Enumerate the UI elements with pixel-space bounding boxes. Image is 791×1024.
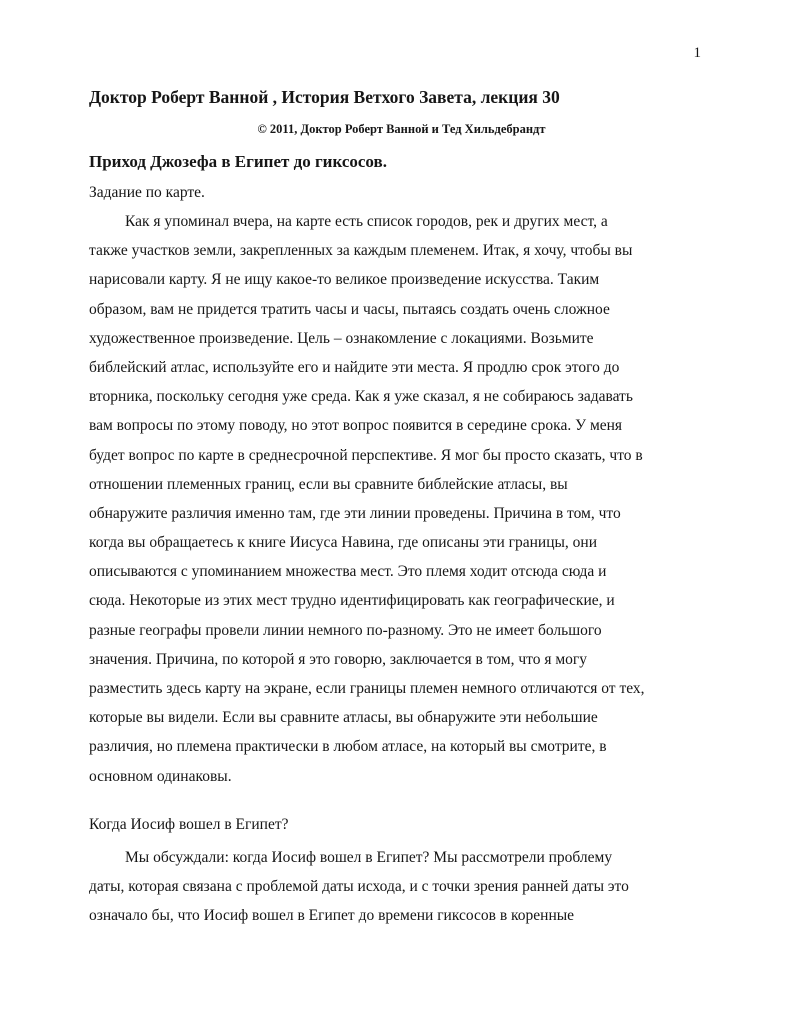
text-line: означало бы, что Иосиф вошел в Египет до времени гиксосов в коренные — [89, 907, 575, 925]
copyright-line: © 2011, Доктор Роберт Ванной и Тед Хильдебрандт — [257, 122, 546, 136]
paragraph-1 — [89, 207, 714, 791]
text-line: разместить здесь карту на экране, если границы племен немного отличаются от тех, — [89, 680, 645, 697]
text-line: вам вопросы по этому поводу, но этот вопрос появится в середине срока. У меня — [89, 417, 623, 435]
document-content — [89, 86, 714, 930]
text-line: сюда. Некоторые из этих мест трудно идентифицировать как географические, и — [89, 592, 615, 610]
page-number: 1 — [693, 45, 701, 61]
text-line: будет вопрос по карте в среднесрочной перспективе. Я мог бы просто сказать, что в — [89, 446, 643, 464]
text-line: вторника, поскольку сегодня уже среда. Как я уже сказал, я не собираюсь задавать — [89, 388, 633, 406]
text-line: которые вы видели. Если вы сравните атласы, вы обнаружите эти небольшие — [89, 709, 598, 727]
text-line: Как я упоминал вчера, на карте есть список городов, рек и других мест, а — [125, 213, 608, 230]
text-line: библейский атлас, используйте его и найдите эти места. Я продлю срок этого до — [89, 358, 620, 376]
text-line: основном одинаковы. — [89, 767, 232, 785]
text-line: также участков земли, закрепленных за каждым племенем. Итак, я хочу, чтобы вы — [89, 242, 633, 260]
text-line: даты, которая связана с проблемой даты исхода, и с точки зрения ранней даты это — [89, 877, 629, 895]
section-heading: Приход Джозефа в Египет до гиксосов. — [89, 152, 387, 171]
text-line: значения. Причина, по которой я это говорю, заключается в том, что я могу — [89, 650, 587, 668]
text-line: отношении племенных границ, если вы сравните библейские атласы, вы — [89, 475, 568, 493]
text-line: когда вы обращаетесь к книге Иисуса Навина, где описаны эти границы, они — [89, 534, 598, 552]
question-heading: Когда Иосиф вошел в Египет? — [89, 815, 289, 833]
text-line: разные географы провели линии немного по-разному. Это не имеет большого — [89, 621, 602, 639]
lecture-title: Доктор Роберт Ванной , История Ветхого Завета, лекция 30 — [89, 87, 560, 107]
text-line: различия, но племена практически в любом атласе, на который вы смотрите, в — [89, 738, 607, 756]
subheading: Задание по карте. — [89, 184, 205, 201]
text-line: образом, вам не придется тратить часы и часы, пытаясь создать очень сложное — [89, 300, 610, 318]
text-line: Мы обсуждали: когда Иосиф вошел в Египет? Мы рассмотрели проблему — [125, 848, 613, 866]
text-line: описываются с упоминанием множества мест. Это племя ходит отсюда сюда и — [89, 563, 607, 581]
paragraph-2 — [89, 843, 714, 931]
text-line: нарисовали карту. Я не ищу какое-то великое произведение искусства. Таким — [89, 271, 600, 289]
text-line: художественное произведение. Цель – ознакомление с локациями. Возьмите — [89, 329, 594, 347]
text-line: обнаружите различия именно там, где эти линии проведены. Причина в том, что — [89, 504, 621, 522]
